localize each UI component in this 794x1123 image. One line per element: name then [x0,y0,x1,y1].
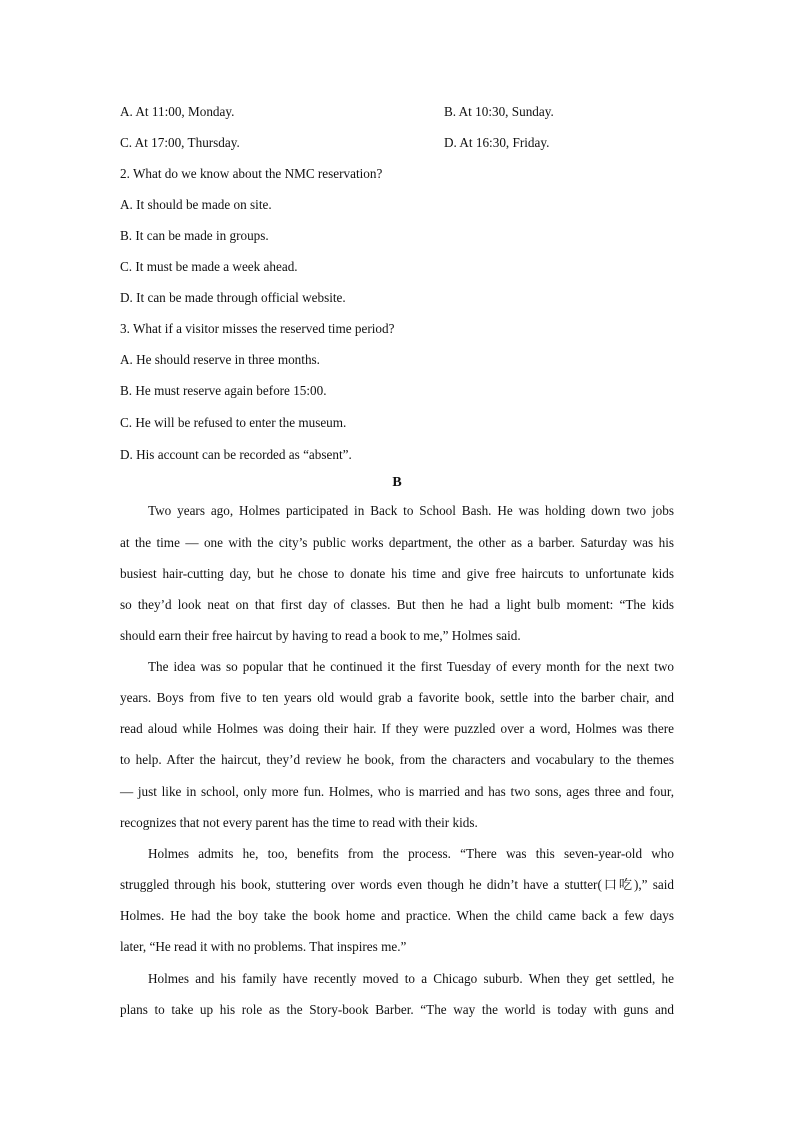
passage-line: later, “He read it with no problems. That inspires me.” [120,939,407,954]
passage-line: Holmes and his family have recently moved to a Chicago suburb. When they get settled, he [148,971,674,986]
q1-option-a: A. At 11:00, Monday. [120,104,235,119]
q2-option-d: D. It can be made through official website. [120,290,346,305]
q2-option-b: B. It can be made in groups. [120,228,269,243]
q3-option-c: C. He will be refused to enter the museum. [120,415,347,430]
passage-line: Two years ago, Holmes participated in Back to School Bash. He was holding down two jobs [148,503,674,518]
q2-option-c: C. It must be made a week ahead. [120,259,298,274]
passage-line: should earn their free haircut by having to read a book to me,” Holmes said. [120,628,521,643]
passage-line: Holmes admits he, too, benefits from the process. “There was this seven-year-old who [148,846,674,861]
q3-stem: 3. What if a visitor misses the reserved time period? [120,321,395,336]
passage-line: at the time — one with the city’s public works department, the other as a barber. Saturday was his [120,535,674,550]
passage-line: struggled through his book, stuttering over words even though he didn’t have a stutter(口吃),” said [120,877,674,892]
passage-line: The idea was so popular that he continued it the first Tuesday of every month for the next two [148,659,674,674]
q2-option-a: A. It should be made on site. [120,197,272,212]
passage-line: Holmes. He had the boy take the book home and practice. When the child came back a few days [120,908,674,923]
q1-option-d: D. At 16:30, Friday. [444,135,550,150]
passage-line: to help. After the haircut, they’d review he book, from the characters and vocabulary to the themes [120,752,674,767]
passage-line: busiest hair-cutting day, but he chose to donate his time and give free haircuts to unfortunate kids [120,566,674,581]
passage-line: read aloud while Holmes was doing their hair. If they were puzzled over a word, Holmes was there [120,721,674,736]
section-title: B [392,475,402,490]
passage-line: so they’d look neat on that first day of classes. But then he had a light bulb moment: “The kids [120,597,674,612]
passage-line: recognizes that not every parent has the time to read with their kids. [120,815,478,830]
q1-option-b: B. At 10:30, Sunday. [444,104,554,119]
passage-line: plans to take up his role as the Story-book Barber. “The way the world is today with guns and [120,1002,674,1017]
passage-line: — just like in school, only more fun. Holmes, who is married and has two sons, ages three and four, [120,784,674,799]
passage-line: years. Boys from five to ten years old would grab a favorite book, settle into the barber chair, and [120,690,674,705]
q3-option-d: D. His account can be recorded as “absent”. [120,447,352,462]
q1-option-c: C. At 17:00, Thursday. [120,135,240,150]
q3-option-a: A. He should reserve in three months. [120,352,320,367]
q2-stem: 2. What do we know about the NMC reservation? [120,166,383,181]
q3-option-b: B. He must reserve again before 15:00. [120,383,327,398]
